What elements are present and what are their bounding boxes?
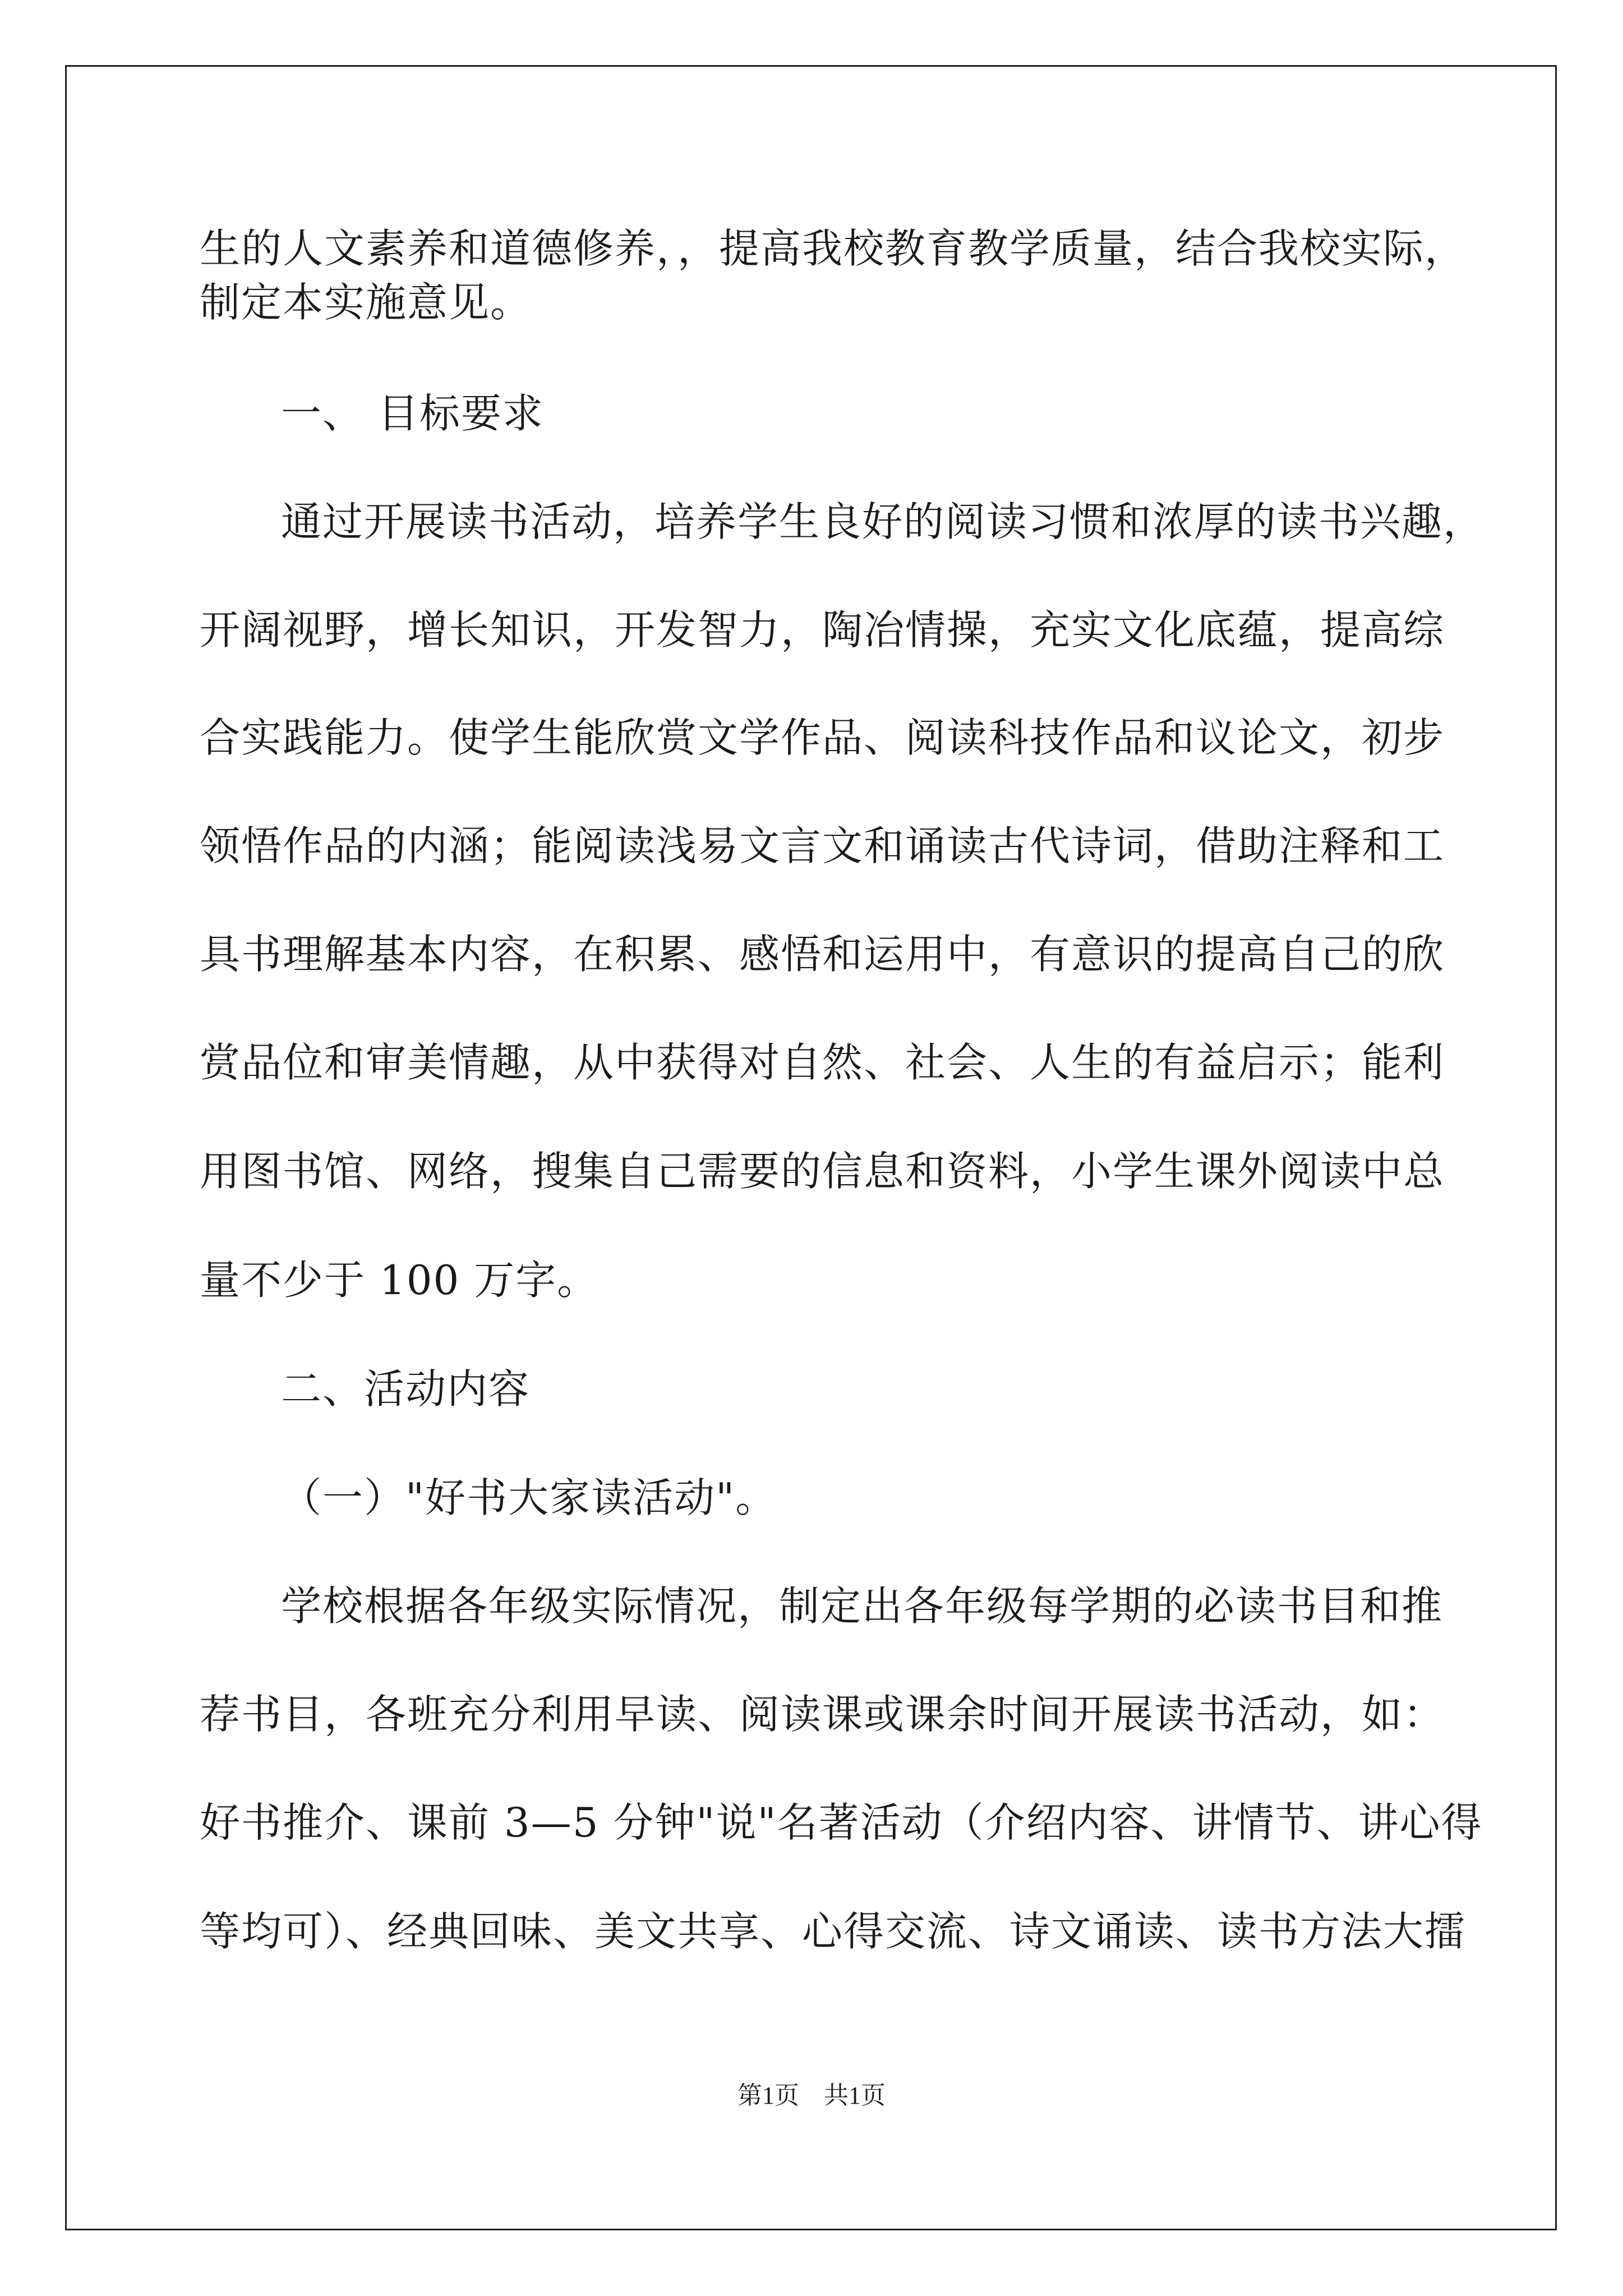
page-number: 第1页 共1页 [737, 2082, 886, 2109]
text-line: 量不少于 100 万字。 [200, 1257, 599, 1304]
text-line: 通过开展读书活动，培养学生良好的阅读习惯和浓厚的读书兴趣， [281, 498, 1485, 545]
text-line: 学校根据各年级实际情况，制定出各年级每学期的必读书目和推 [281, 1582, 1444, 1630]
text-line: 具书理解基本内容，在积累、感悟和运用中，有意识的提高自己的欣 [200, 931, 1445, 978]
text-line: 二、活动内容 [281, 1365, 531, 1412]
text-line: 合实践能力。使学生能欣赏文学作品、阅读科技作品和议论文，初步 [200, 714, 1445, 761]
text-line: 好书推介、课前 3—5 分钟"说"名著活动（介绍内容、讲情节、讲心得 [200, 1799, 1483, 1846]
text-line: 制定本实施意见。 [200, 279, 532, 326]
text-line: 用图书馆、网络，搜集自己需要的信息和资料，小学生课外阅读中总 [200, 1148, 1445, 1195]
page-footer [0, 2079, 1623, 2113]
text-line: 生的人文素养和道德修养，，提高我校教育教学质量，结合我校实际， [200, 225, 1467, 272]
text-line: （一）"好书大家读活动"。 [281, 1474, 777, 1521]
text-line: 荐书目，各班充分利用早读、阅读课或课余时间开展读书活动，如： [200, 1691, 1445, 1738]
text-line: 等均可）、经典回味、美文共享、心得交流、诗文诵读、读书方法大擂 [200, 1908, 1467, 1955]
text-line: 赏品位和审美情趣，从中获得对自然、社会、人生的有益启示；能利 [200, 1039, 1445, 1086]
text-line: 领悟作品的内涵；能阅读浅易文言文和诵读古代诗词，借助注释和工 [200, 822, 1445, 869]
text-line: 一、 目标要求 [281, 390, 544, 437]
text-line: 开阔视野，增长知识，开发智力，陶冶情操，充实文化底蕴，提高综 [200, 606, 1445, 654]
